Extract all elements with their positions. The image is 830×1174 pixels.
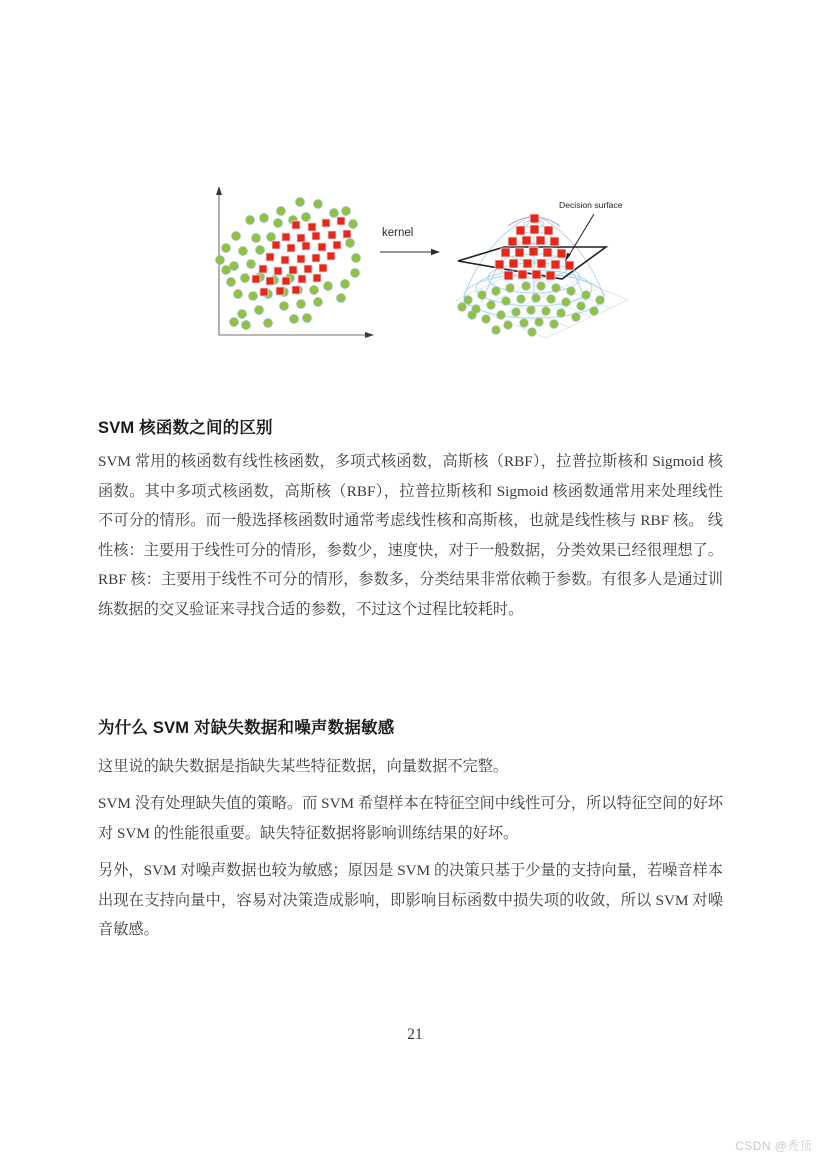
input-space-panel — [216, 186, 374, 338]
heading-why-svm-sensitive: 为什么 SVM 对缺失数据和噪声数据敏感 — [98, 718, 395, 737]
kernel-arrow-label: kernel — [382, 227, 414, 239]
kernel-arrow-group — [380, 227, 440, 255]
feature-space-panel — [456, 200, 628, 338]
x-axis-arrow-icon — [365, 332, 374, 338]
red-square-markers — [252, 217, 351, 296]
svm-kernel-transform-figure — [198, 178, 638, 353]
y-axis-arrow-icon — [216, 186, 222, 195]
kernel-arrow-head-icon — [431, 249, 440, 255]
csdn-watermark: CSDN @秃顶 — [735, 1139, 812, 1153]
paragraph-missing-data-definition — [98, 752, 723, 782]
paragraph-noise-sensitivity — [98, 856, 723, 945]
page-number: 21 — [407, 1026, 423, 1043]
paragraph-text: 这里说的缺失数据是指缺失某些特征数据，向量数据不完整。 — [98, 758, 509, 775]
paragraph-kernel-difference — [98, 447, 723, 624]
paragraph-text: SVM 没有处理缺失值的策略。而 SVM 希望样本在特征空间中线性可分，所以特征空间的好坏对 SVM 的性能很重要。缺失特征数据将影响训练结果的好坏。 — [98, 795, 723, 842]
paragraph-text: SVM 常用的核函数有线性核函数，多项式核函数，高斯核（RBF），拉普拉斯核和 Sigmoid 核函数。其中多项式核函数，高斯核（RBF），拉普拉斯核和 Sigmoid 核函数通常用来处理线性不可分的情形。而一般选择核函数时通常考虑线性核和高斯核，也就是线性核与 RBF 核。 线性核：主要用于线性可分的情形，参数少，速度快，对于一般数据，分类效果已经很理想了。 RBF 核：主要用于线性不可分的情形，参数多，分类结果非常依赖于参数。有很多人是通过训练数据的交叉验证来寻找合适的参数，不过这个过程比较耗时。 — [98, 453, 723, 618]
decision-surface-label: Decision surface — [559, 200, 623, 210]
decision-surface-leader-line — [568, 214, 594, 257]
paragraph-text: 另外，SVM 对噪声数据也较为敏感；原因是 SVM 的决策只基于少量的支持向量，若噪音样本出现在支持向量中，容易对决策造成影响，即影响目标函数中损失项的收敛，所以 SVM 对噪音敏感。 — [98, 862, 723, 938]
paragraph-missing-data-explanation — [98, 789, 723, 848]
heading-svm-kernel-difference: SVM 核函数之间的区别 — [98, 418, 273, 437]
